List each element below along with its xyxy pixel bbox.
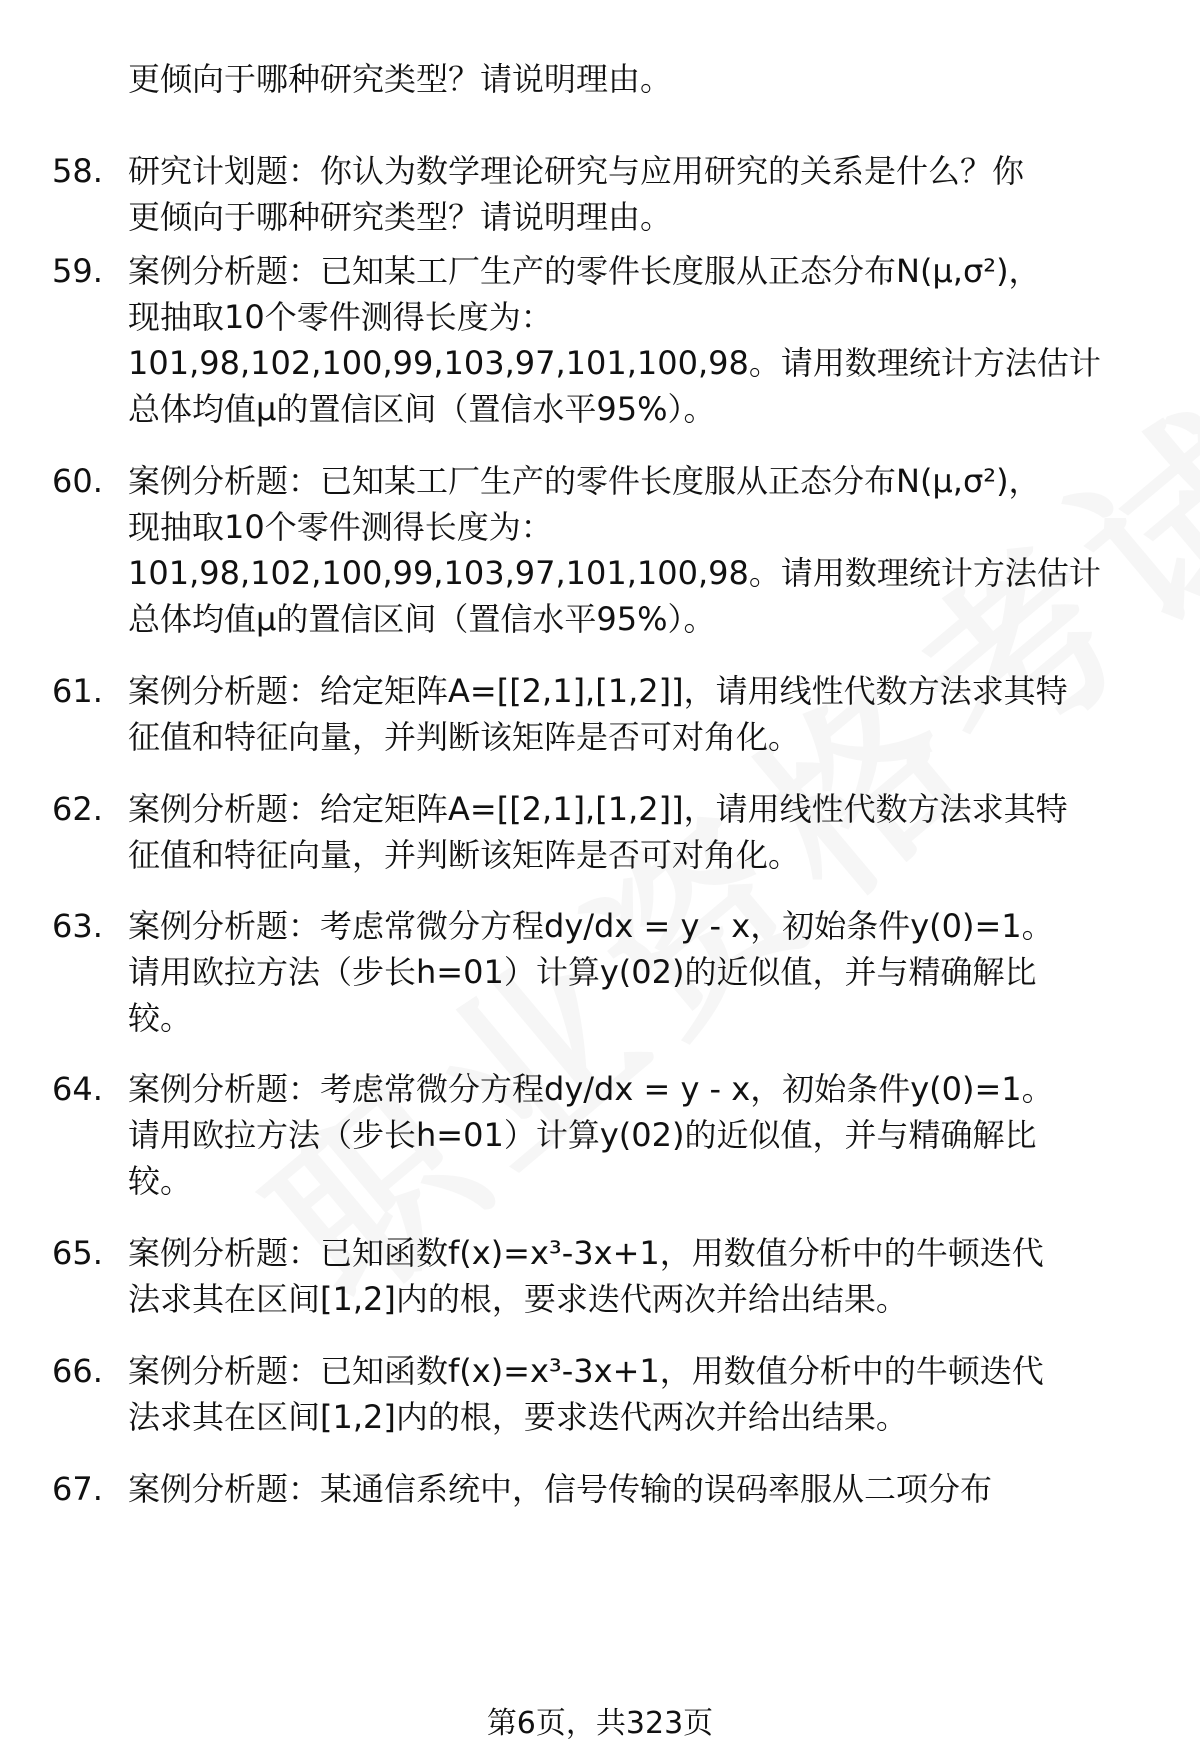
question-item bbox=[52, 668, 1162, 760]
question-text: 案例分析题：已知某工厂生产的零件长度服从正态分布N(μ,σ²)， 现抽取10个零件测得长度为： 101,98,102,100,99,103,97,101,100,98。请用数理统计方法估计 总体均值μ的置信区间（置信水平95%）。 bbox=[128, 252, 1101, 428]
question-text: 案例分析题：已知某工厂生产的零件长度服从正态分布N(μ,σ²)， 现抽取10个零件测得长度为： 101,98,102,100,99,103,97,101,100,98。请用数理统计方法估计 总体均值μ的置信区间（置信水平95%）。 bbox=[128, 462, 1101, 638]
question-text: 案例分析题：某通信系统中，信号传输的误码率服从二项分布 bbox=[128, 1470, 993, 1508]
question-item bbox=[52, 1230, 1162, 1322]
question-text: 案例分析题：给定矩阵A=[[2,1],[1,2]]，请用线性代数方法求其特 征值和特征向量，并判断该矩阵是否可对角化。 bbox=[128, 672, 1068, 756]
question-number: 66. bbox=[52, 1352, 103, 1390]
question-text: 案例分析题：已知函数f(x)=x³-3x+1，用数值分析中的牛顿迭代 法求其在区间[1,2]内的根，要求迭代两次并给出结果。 bbox=[128, 1352, 1044, 1436]
question-number: 59. bbox=[52, 252, 103, 290]
question-number: 63. bbox=[52, 907, 103, 945]
question-item bbox=[52, 903, 1162, 1041]
continued-question-text: 更倾向于哪种研究类型？请说明理由。 bbox=[128, 60, 673, 98]
question-text: 案例分析题：考虑常微分方程dy/dx = y - x，初始条件y(0)=1。 请用欧拉方法（步长h=01）计算y(02)的近似值，并与精确解比 较。 bbox=[128, 907, 1054, 1037]
question-number: 61. bbox=[52, 672, 103, 710]
question-text: 研究计划题：你认为数学理论研究与应用研究的关系是什么？你 更倾向于哪种研究类型？请说明理由。 bbox=[128, 152, 1025, 236]
question-number: 62. bbox=[52, 790, 103, 828]
question-number: 60. bbox=[52, 462, 103, 500]
question-item bbox=[52, 1466, 1162, 1512]
page-number-footer: 第6页，共323页 bbox=[486, 1706, 714, 1741]
question-item bbox=[52, 786, 1162, 878]
question-text: 案例分析题：已知函数f(x)=x³-3x+1，用数值分析中的牛顿迭代 法求其在区间[1,2]内的根，要求迭代两次并给出结果。 bbox=[128, 1234, 1044, 1318]
question-number: 58. bbox=[52, 152, 103, 190]
question-text: 案例分析题：给定矩阵A=[[2,1],[1,2]]，请用线性代数方法求其特 征值和特征向量，并判断该矩阵是否可对角化。 bbox=[128, 790, 1068, 874]
question-number: 67. bbox=[52, 1470, 103, 1508]
question-number: 65. bbox=[52, 1234, 103, 1272]
question-text: 案例分析题：考虑常微分方程dy/dx = y - x，初始条件y(0)=1。 请用欧拉方法（步长h=01）计算y(02)的近似值，并与精确解比 较。 bbox=[128, 1070, 1054, 1200]
question-item bbox=[52, 248, 1162, 432]
question-item bbox=[52, 1348, 1162, 1440]
question-item bbox=[52, 148, 1162, 240]
question-number: 64. bbox=[52, 1070, 103, 1108]
question-item bbox=[52, 458, 1162, 642]
question-item bbox=[52, 1066, 1162, 1204]
